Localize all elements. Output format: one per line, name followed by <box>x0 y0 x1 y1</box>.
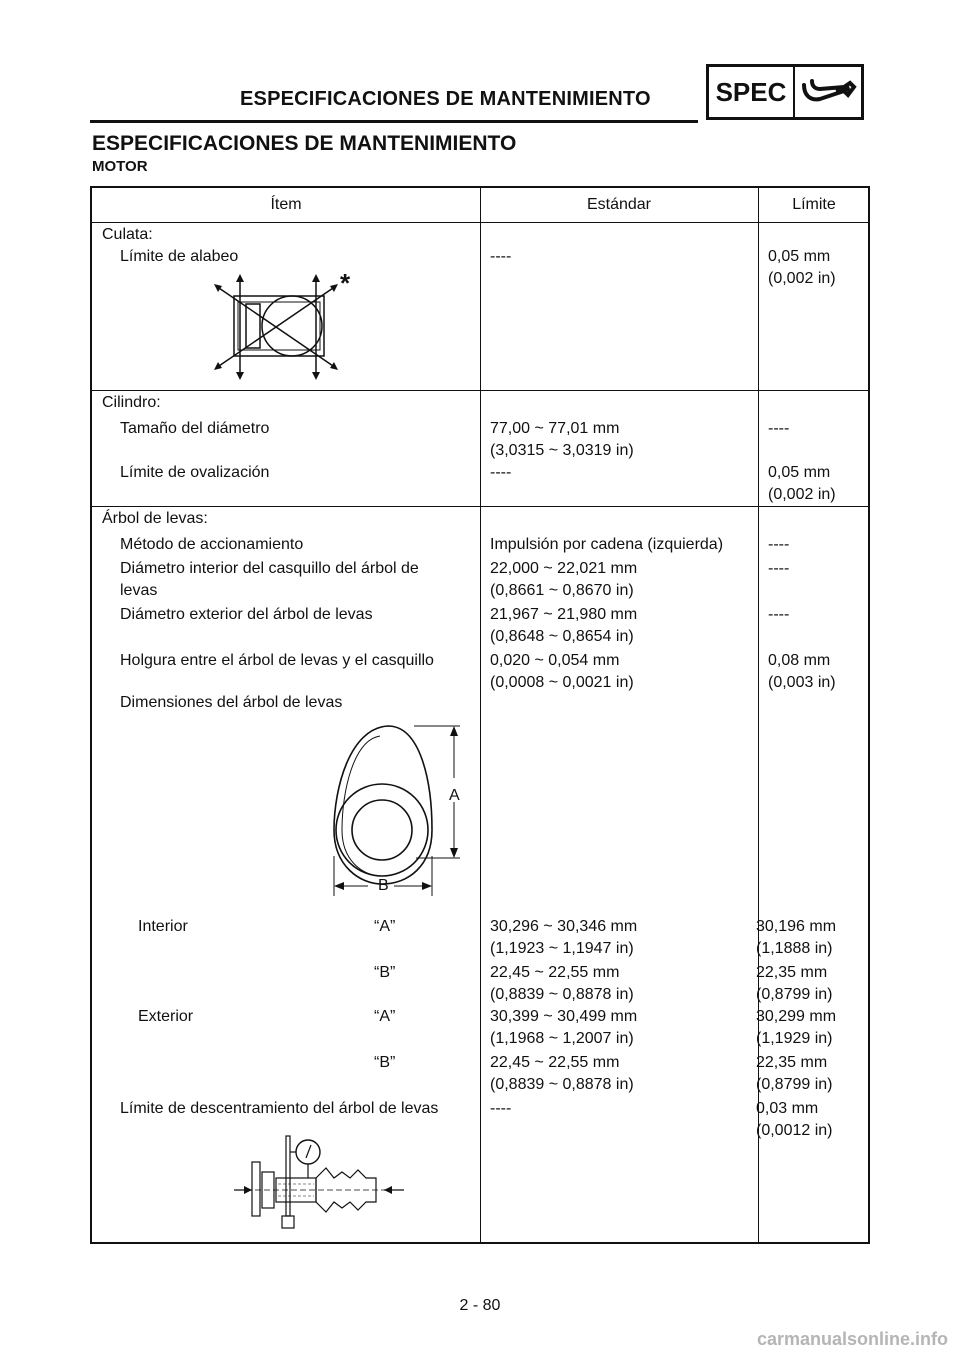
exhaust-a-mark: “A” <box>374 1008 396 1025</box>
clearance-label: Holgura entre el árbol de levas y el casquillo <box>120 652 434 669</box>
running-header-title: ESPECIFICACIONES DE MANTENIMIENTO <box>240 88 651 110</box>
lobe-dimensions-label: Dimensiones del árbol de levas <box>120 694 343 711</box>
section-title: MOTOR <box>92 158 148 175</box>
cap-inside-diameter-label-cont: levas <box>120 582 158 599</box>
warpage-standard: ---- <box>490 248 512 265</box>
warpage-limit: 0,05 mm <box>768 248 831 265</box>
spec-badge-label: SPEC <box>709 67 795 117</box>
exhaust-b-limit: 22,35 mm <box>756 1054 828 1071</box>
out-of-round-standard: ---- <box>490 464 512 481</box>
column-divider <box>480 188 481 1242</box>
journal-diameter-label: Diámetro exterior del árbol de levas <box>120 606 373 623</box>
clearance-limit: 0,08 mm <box>768 652 831 669</box>
journal-diameter-standard-inch: (0,8648 ~ 0,8654 in) <box>490 628 634 645</box>
clearance-standard: 0,020 ~ 0,054 mm <box>490 652 620 669</box>
intake-a-limit-inch: (1,1888 in) <box>756 940 833 957</box>
intake-a-mark: “A” <box>374 918 396 935</box>
bore-standard-inch: (3,0315 ~ 3,0319 in) <box>490 442 634 459</box>
exhaust-b-standard-inch: (0,8839 ~ 0,8878 in) <box>490 1076 634 1093</box>
figure-label-a: A <box>449 787 460 804</box>
figure-label-b: B <box>378 877 389 894</box>
journal-diameter-standard: 21,967 ~ 21,980 mm <box>490 606 638 623</box>
wrench-icon <box>795 67 861 117</box>
clearance-standard-inch: (0,0008 ~ 0,0021 in) <box>490 674 634 691</box>
cap-inside-diameter-standard-inch: (0,8661 ~ 0,8670 in) <box>490 582 634 599</box>
row-divider <box>92 390 868 391</box>
exhaust-b-standard: 22,45 ~ 22,55 mm <box>490 1054 620 1071</box>
intake-a-standard: 30,296 ~ 30,346 mm <box>490 918 638 935</box>
column-header-item: Ítem <box>270 196 302 213</box>
out-of-round-limit-inch: (0,002 in) <box>768 486 836 503</box>
header-row-divider <box>92 222 868 223</box>
row-divider <box>92 506 868 507</box>
exhaust-a-standard-inch: (1,1968 ~ 1,2007 in) <box>490 1030 634 1047</box>
intake-b-limit-inch: (0,8799 in) <box>756 986 833 1003</box>
cap-inside-diameter-standard: 22,000 ~ 22,021 mm <box>490 560 638 577</box>
cam-lobe-figure <box>320 718 480 898</box>
cap-inside-diameter-limit: ---- <box>768 560 790 577</box>
warpage-limit-inch: (0,002 in) <box>768 270 836 287</box>
intake-a-limit: 30,196 mm <box>756 918 837 935</box>
page-title: ESPECIFICACIONES DE MANTENIMIENTO <box>92 132 517 155</box>
exhaust-a-standard: 30,399 ~ 30,499 mm <box>490 1008 638 1025</box>
section-heading-cylinder: Cilindro: <box>102 394 161 411</box>
section-heading-camshaft: Árbol de levas: <box>102 510 208 527</box>
intake-a-standard-inch: (1,1923 ~ 1,1947 in) <box>490 940 634 957</box>
drive-method-limit: ---- <box>768 536 790 553</box>
runout-limit: 0,03 mm <box>756 1100 819 1117</box>
intake-label: Interior <box>138 918 188 935</box>
column-header-standard: Estándar <box>586 196 652 213</box>
exhaust-a-limit: 30,299 mm <box>756 1008 837 1025</box>
intake-b-limit: 22,35 mm <box>756 964 828 981</box>
bore-label: Tamaño del diámetro <box>120 420 270 437</box>
clearance-limit-inch: (0,003 in) <box>768 674 836 691</box>
out-of-round-label: Límite de ovalización <box>120 464 270 481</box>
header-rule <box>90 120 698 123</box>
spec-table <box>90 186 870 1244</box>
journal-diameter-limit: ---- <box>768 606 790 623</box>
intake-b-mark: “B” <box>374 964 396 981</box>
cap-inside-diameter-label: Diámetro interior del casquillo del árbol de <box>120 560 419 577</box>
warpage-label: Límite de alabeo <box>120 248 239 265</box>
bore-limit: ---- <box>768 420 790 437</box>
exhaust-a-limit-inch: (1,1929 in) <box>756 1030 833 1047</box>
runout-limit-inch: (0,0012 in) <box>756 1122 833 1139</box>
exhaust-b-mark: “B” <box>374 1054 396 1071</box>
watermark: carmanualsonline.info <box>756 1329 948 1349</box>
drive-method-label: Método de accionamiento <box>120 536 304 553</box>
figure-asterisk-mark: * <box>340 268 351 298</box>
column-header-limit: Límite <box>792 196 836 213</box>
intake-b-standard-inch: (0,8839 ~ 0,8878 in) <box>490 986 634 1003</box>
bore-standard: 77,00 ~ 77,01 mm <box>490 420 620 437</box>
out-of-round-limit: 0,05 mm <box>768 464 831 481</box>
runout-standard: ---- <box>490 1100 512 1117</box>
section-heading-cylinder-head: Culata: <box>102 226 153 243</box>
spec-badge <box>706 64 864 120</box>
intake-b-standard: 22,45 ~ 22,55 mm <box>490 964 620 981</box>
page-number: 2 - 80 <box>459 1297 501 1314</box>
runout-label: Límite de descentramiento del árbol de levas <box>120 1100 439 1117</box>
exhaust-b-limit-inch: (0,8799 in) <box>756 1076 833 1093</box>
camshaft-runout-figure <box>230 1132 410 1232</box>
drive-method-standard: Impulsión por cadena (izquierda) <box>490 536 724 553</box>
exhaust-label: Exterior <box>138 1008 194 1025</box>
